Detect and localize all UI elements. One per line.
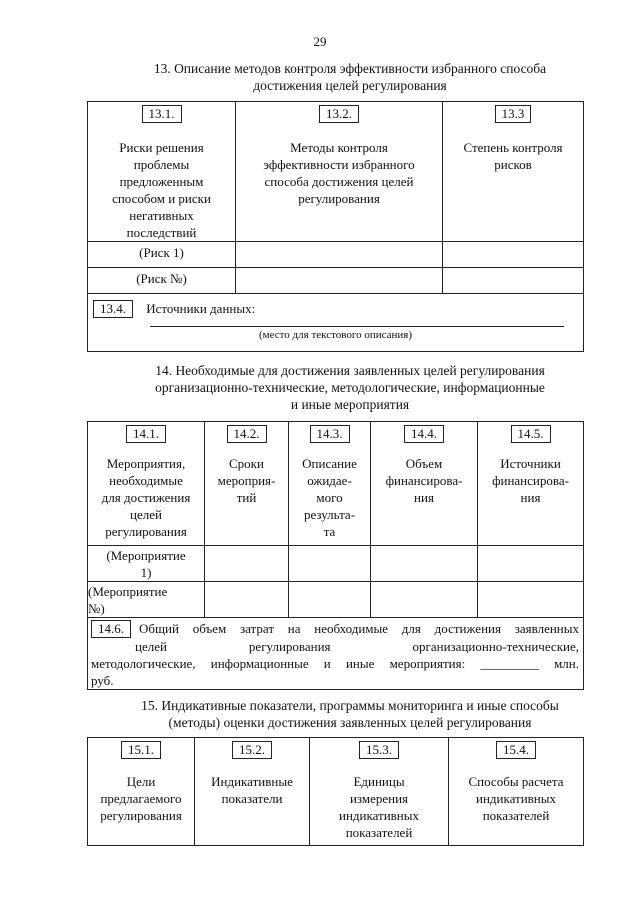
column-header-label: Риски решения проблемы предложенным способом и риски негативных последствий	[112, 140, 211, 240]
table-cell[interactable]	[478, 582, 584, 618]
column-14-1	[88, 422, 205, 546]
cell-number: 13.1.	[142, 105, 182, 123]
table-cell[interactable]	[443, 268, 584, 294]
cell-number: 15.3.	[359, 741, 399, 759]
table-cell[interactable]	[205, 546, 289, 582]
table-13	[87, 101, 584, 352]
page-number: 29	[313, 34, 327, 49]
table-cell[interactable]	[478, 546, 584, 582]
column-header-label: Методы контроля эффективности избранного способа достижения целей регулирования	[263, 140, 415, 206]
column-14-2	[205, 422, 289, 546]
column-header-label: Мероприятия, необходимые для достижения целей регулирования	[101, 456, 191, 539]
column-14-3	[289, 422, 371, 546]
column-15-1	[88, 738, 195, 846]
table-cell[interactable]	[371, 582, 478, 618]
column-header-label: Объем финансирова- ния	[385, 456, 463, 505]
table-cell[interactable]	[289, 582, 371, 618]
table-cell[interactable]	[289, 546, 371, 582]
cell-number: 13.2.	[319, 105, 359, 123]
row-risk-1-label: (Риск 1)	[88, 242, 236, 268]
cell-number: 15.1.	[121, 741, 161, 759]
column-header-label: Источники финансирова- ния	[492, 456, 569, 505]
cell-number: 13.3	[495, 105, 532, 123]
cell-number: 14.3.	[310, 425, 350, 443]
total-cost-line: руб.	[91, 673, 114, 688]
column-14-5	[478, 422, 584, 546]
cell-number: 14.6.	[91, 620, 131, 638]
total-cost-line: целей регулирования организационно-технические,	[135, 639, 579, 654]
column-header-label: Единицы измерения индикативных показателей	[338, 774, 419, 840]
column-13-2	[236, 102, 443, 242]
column-header-label: Индикативные показатели	[211, 774, 293, 806]
row-measure-1-label: (Мероприятие 1)	[88, 546, 205, 582]
table-cell[interactable]	[371, 546, 478, 582]
column-header-label: Цели предлагаемого регулирования	[100, 774, 182, 823]
table-cell[interactable]	[236, 268, 443, 294]
total-cost-line: Общий объем затрат на необходимые для достижения заявленных	[139, 621, 579, 636]
section-14-title: 14. Необходимые для достижения заявленных целей регулирования организационно-технические, методологические, информационные и иные мероприятия	[155, 363, 545, 412]
row-measure-n-label: (Мероприятие №)	[88, 582, 205, 618]
cell-number: 14.2.	[227, 425, 267, 443]
sources-row	[88, 294, 584, 352]
cell-number: 15.2.	[232, 741, 272, 759]
column-header-label: Сроки мероприя- тий	[217, 456, 276, 505]
cell-number: 14.5.	[511, 425, 551, 443]
column-13-1	[88, 102, 236, 242]
column-14-4	[371, 422, 478, 546]
table-cell[interactable]	[205, 582, 289, 618]
sources-hint: (место для текстового описания)	[258, 329, 413, 341]
cell-number: 14.4.	[404, 425, 444, 443]
column-header-label: Описание ожидае- мого результа- та	[302, 456, 357, 539]
section-13-title: 13. Описание методов контроля эффективности избранного способа достижения целей регулирования	[153, 61, 547, 93]
cell-number: 15.4.	[496, 741, 536, 759]
column-header-label: Степень контроля рисков	[463, 140, 563, 172]
column-header-label: Способы расчета индикативных показателей	[468, 774, 564, 823]
table-14	[87, 421, 584, 690]
table-cell[interactable]	[443, 242, 584, 268]
total-cost-row	[88, 618, 584, 690]
column-13-3	[443, 102, 584, 242]
sources-label: Источники данных:	[146, 301, 256, 316]
row-risk-n-label: (Риск №)	[88, 268, 236, 294]
column-15-4	[449, 738, 584, 846]
cell-number: 14.1.	[126, 425, 166, 443]
total-cost-line: методологические, информационные и иные мероприятия: _________ млн.	[91, 656, 579, 671]
table-cell[interactable]	[236, 242, 443, 268]
table-15	[87, 737, 584, 846]
column-15-3	[310, 738, 449, 846]
cell-number: 13.4.	[93, 300, 133, 318]
section-15-title: 15. Индикативные показатели, программы мониторинга и иные способы (методы) оценки достижения заявленных целей регулирования	[141, 698, 559, 730]
column-15-2	[195, 738, 310, 846]
